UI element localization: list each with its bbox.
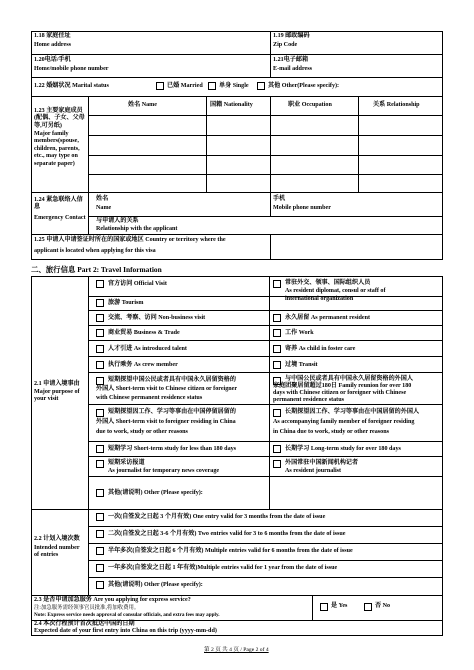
business-trade-label: 商业贸易 Business & Trade: [108, 330, 180, 336]
emergency-label-en: Emergency Contact: [34, 215, 86, 221]
official-visit-label: 官方访问 Official Visit: [108, 281, 167, 287]
tourism-label: 旅游 Tourism: [108, 300, 144, 306]
arrival-label-line2: Expected date of your first entry into China on this trip (yyyy-mm-dd): [34, 628, 217, 634]
single-option-label: 单身 Single: [219, 83, 249, 89]
family-reunion-line3: days with Chinese citizen or foreigner with Chinese: [273, 390, 407, 396]
long-visit-foreigner-line2: As accompanying family member of foreigner residing: [273, 419, 415, 425]
phone-label-zh: 1.20电话/手机: [34, 57, 71, 63]
long-term-study-checkbox[interactable]: [273, 445, 281, 453]
email-label-zh: 1.21电子邮箱: [273, 57, 309, 63]
crew-member-label: 执行乘务 As crew member: [108, 362, 178, 368]
zip-code-label-zh: 1.19 邮政编码: [273, 33, 310, 39]
entries-label-zh: 2.2 计划入境次数: [34, 536, 80, 542]
temporary-journalist-line1: 短期采访报道: [108, 460, 145, 466]
long-visit-foreigner-line3: in China due to work, study or other reasons: [273, 429, 389, 435]
emergency-mobile-zh: 手机: [273, 196, 286, 202]
one-entry-label: 一次(自签发之日起 3 个月有效) One entry valid for 3 months from the date of issue: [108, 514, 326, 520]
short-visit-foreigner-line1: 短期探望因工作、学习等事由在中国停留居留的: [108, 409, 236, 415]
married-option-label: 已婚 Married: [167, 83, 203, 89]
country-label-line1: 1.25 申请人申请签证时所在的国家或地区 Country or territory where the: [34, 237, 226, 243]
introduced-talent-checkbox[interactable]: [96, 345, 104, 353]
temporary-journalist-checkbox[interactable]: [96, 460, 104, 468]
resident-diplomat-line2: As resident diplomat, consul or staff of: [285, 288, 386, 294]
short-visit-foreigner-checkbox[interactable]: [96, 409, 104, 417]
transit-label: 过境 Transit: [285, 362, 318, 368]
home-address-label-en: Home address: [34, 42, 71, 48]
emergency-name-zh: 姓名: [96, 196, 109, 202]
express-label-line1: 2.3 是否申请加急服务 Are you applying for express service?: [34, 597, 191, 603]
page-number-footer: 第 2 页 共 4 页 / Page 2 of 4: [204, 647, 269, 653]
temporary-journalist-line2: As journalist for temporary news coverage: [108, 468, 220, 474]
business-trade-checkbox[interactable]: [96, 329, 104, 337]
family-label-en: Major family members(spouse, children, parents, etc., may type on separate paper): [34, 131, 80, 167]
short-visit-chinese-citizen-line3: with Chinese permanent residence status: [96, 395, 203, 401]
family-reunion-line4: permanent residence status: [273, 397, 344, 403]
family-label-zh: 1.23 主要家庭成员(配偶、子女、父母等,可另纸): [34, 108, 85, 129]
one-year-multiple-checkbox[interactable]: [96, 564, 104, 572]
other-entries-checkbox[interactable]: [96, 581, 104, 589]
long-visit-foreigner-checkbox[interactable]: [273, 409, 281, 417]
express-no-label: 否 No: [375, 603, 391, 609]
family-col-occupation: 职业 Occupation: [288, 102, 332, 108]
emergency-mobile-en: Mobile phone number: [273, 205, 331, 211]
other-entries-label: 其他(请说明) Other (Please specify):: [108, 582, 203, 588]
long-term-study-label: 长期学习 Long-term study for over 180 days: [285, 446, 401, 452]
express-note-en: Note: Express service needs approval of consular officials, and extra fees may apply.: [34, 612, 220, 618]
foster-care-label: 寄养 As child in foster care: [285, 346, 356, 352]
crew-member-checkbox[interactable]: [96, 361, 104, 369]
married-checkbox[interactable]: [156, 82, 164, 90]
entries-label-en: Intended number of entries: [34, 545, 80, 559]
short-visit-foreigner-line3: due to work, study or other reasons: [96, 429, 188, 435]
non-business-visit-label: 交流、考察、访问 Non-business visit: [108, 315, 206, 321]
family-col-relationship: 关系 Relationship: [373, 102, 420, 108]
resident-journalist-checkbox[interactable]: [273, 460, 281, 468]
six-month-multiple-checkbox[interactable]: [96, 547, 104, 555]
official-visit-checkbox[interactable]: [96, 280, 104, 288]
short-term-study-label: 短期学习 Short-term study for less than 180 days: [108, 446, 237, 452]
work-checkbox[interactable]: [273, 329, 281, 337]
short-visit-chinese-citizen-line2: 外国人 Short-term visit to Chinese citizen or foreigner: [96, 386, 238, 392]
family-reunion-line1: 与中国公民或者具有中国永久居留资格的外国人: [285, 376, 413, 382]
arrival-label-line1: 2.4 本次行程预计首次抵达中国的日期: [34, 621, 135, 627]
phone-label-en: Home/mobile phone number: [34, 66, 109, 72]
long-visit-foreigner-line1: 长期探望因工作、学习等事由在中国居留的外国人: [285, 409, 420, 415]
family-col-nationality: 国籍 Nationality: [210, 102, 253, 108]
resident-diplomat-line3: international organization: [285, 296, 354, 302]
other-purpose-checkbox[interactable]: [96, 489, 104, 497]
transit-checkbox[interactable]: [273, 361, 281, 369]
country-label-line2: applicant is located when applying for this visa: [34, 248, 156, 254]
short-term-study-checkbox[interactable]: [96, 445, 104, 453]
single-checkbox[interactable]: [208, 82, 216, 90]
permanent-resident-label: 永久居留 As permanent resident: [285, 315, 371, 321]
emergency-relation-zh: 与申请人的关系: [96, 218, 139, 224]
other-marital-option-label: 其他 Other(Please specify):: [268, 83, 340, 89]
emergency-name-en: Name: [96, 205, 112, 211]
one-entry-checkbox[interactable]: [96, 513, 104, 521]
zip-code-label-en: Zip Code: [273, 42, 298, 48]
email-label-en: E-mail address: [273, 66, 312, 72]
part2-title: 二、旅行信息 Part 2: Travel Information: [31, 265, 162, 274]
short-visit-chinese-citizen-line1: 短期探望中国公民或者具有中国永久居留资格的: [108, 377, 236, 383]
emergency-label-zh: 1.24 紧急联络人信息: [34, 197, 83, 211]
resident-journalist-line2: As resident journalist: [285, 468, 342, 474]
resident-diplomat-line1: 常驻外交、领事、国际组织人员: [285, 280, 371, 286]
short-visit-foreigner-line2: 外国人 Short-term visit to foreigner residing in China: [96, 419, 236, 425]
other-purpose-label: 其他(请说明) Other (Please specify):: [108, 490, 203, 496]
permanent-resident-checkbox[interactable]: [273, 314, 281, 322]
express-yes-checkbox[interactable]: [320, 603, 328, 611]
purpose-label-en: Major purpose of your visit: [34, 389, 80, 403]
family-reunion-line2: 家庭团聚居留超过180日 Family reunion for over 180: [273, 383, 412, 389]
work-label: 工作 Work: [285, 330, 314, 336]
express-yes-label: 是 Yes: [331, 603, 348, 609]
introduced-talent-label: 人才引进 As introduced talent: [108, 346, 187, 352]
six-month-multiple-label: 半年多次(自签发之日起 6 个月有效) Multiple entries valid for 6 months from the date of issue: [108, 548, 353, 554]
resident-diplomat-checkbox[interactable]: [273, 280, 281, 288]
non-business-visit-checkbox[interactable]: [96, 314, 104, 322]
foster-care-checkbox[interactable]: [273, 345, 281, 353]
express-note-zh: 注:加急服务需经领事官员批准,将加收费用。: [34, 605, 140, 611]
two-entries-label: 二次(自签发之日起 3-6 个月有效) Two entries valid for 3 to 6 months from the date of issue: [108, 531, 346, 537]
one-year-multiple-label: 一年多次(自签发之日起 1 年有效)Multiple entries valid for 1 year from the date of issue: [108, 565, 338, 571]
resident-journalist-line1: 外国常驻中国新闻机构记者: [285, 460, 359, 466]
purpose-label-zh: 2.1 申请入境事由: [34, 381, 80, 387]
other-marital-checkbox[interactable]: [257, 82, 265, 90]
family-col-name: 姓名 Name: [128, 102, 157, 108]
emergency-relation-en: Relationship with the applicant: [96, 226, 178, 232]
two-entries-checkbox[interactable]: [96, 530, 104, 538]
short-visit-chinese-citizen-checkbox[interactable]: [96, 377, 104, 385]
express-no-checkbox[interactable]: [364, 603, 372, 611]
home-address-label-zh: 1.18 家庭住址: [34, 33, 71, 39]
marital-status-label: 1.22 婚姻状况 Marital status: [34, 83, 109, 89]
tourism-checkbox[interactable]: [96, 299, 104, 307]
